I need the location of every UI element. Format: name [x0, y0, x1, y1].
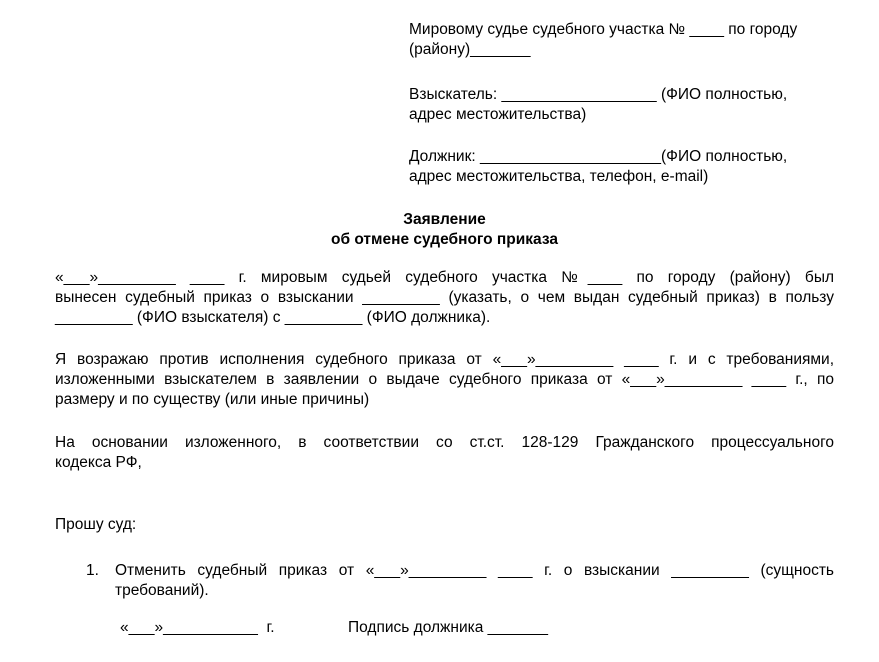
- paragraph-objection: [55, 350, 834, 410]
- title-subtitle: об отмене судебного приказа: [331, 231, 558, 248]
- debtor-line: Должник: _____________________(ФИО полностью,: [409, 148, 788, 165]
- paragraph-line: вынесен судебный приказ о взыскании _________ (указать, о чем выдан судебный приказ) в пользу: [55, 289, 834, 306]
- debtor-block: [409, 147, 839, 187]
- claimant-line: Взыскатель: __________________ (ФИО полностью,: [409, 86, 788, 103]
- request-heading: [55, 515, 834, 535]
- paragraph-line: _________ (ФИО взыскателя) с _________ (ФИО должника).: [55, 309, 491, 326]
- paragraph-line: кодекса РФ,: [55, 454, 142, 471]
- document-title: [0, 210, 879, 250]
- request-item-line: Отменить судебный приказ от «___»_________ ____ г. о взыскании _________ (сущность: [115, 562, 834, 579]
- signature-label: Подпись должника _______: [348, 619, 548, 636]
- paragraph-line: На основании изложенного, в соответствии со ст.ст. 128-129 Гражданского процессуального: [55, 434, 834, 451]
- title-line: Заявление: [403, 211, 486, 228]
- request-item-text: [115, 561, 834, 601]
- signature-date: «___»___________ г.: [120, 619, 275, 636]
- request-item-line: требований).: [115, 582, 209, 599]
- addressee-line: (району)_______: [409, 41, 531, 58]
- paragraph-court-order: [55, 268, 834, 328]
- claimant-block: [409, 85, 839, 125]
- addressee-line: Мировому судье судебного участка № ____ по городу: [409, 21, 798, 38]
- paragraph-line: «___»_________ ____ г. мировым судьей судебного участка №____ по городу (району) был: [55, 269, 834, 286]
- paragraph-line: изложенными взыскателем в заявлении о выдаче судебного приказа от «___»_________ ____ г., по: [55, 371, 834, 388]
- claimant-line: адрес местожительства): [409, 106, 587, 123]
- addressee-block: [409, 20, 839, 60]
- paragraph-line: Я возражаю против исполнения судебного приказа от «___»_________ ____ г. и с требованиями,: [55, 351, 834, 368]
- debtor-line: адрес местожительства, телефон, e-mail): [409, 168, 709, 185]
- paragraph-legal-basis: [55, 433, 834, 473]
- paragraph-line: размеру и по существу (или иные причины): [55, 391, 370, 408]
- request-item-number: 1.: [86, 562, 99, 579]
- request-heading-text: Прошу суд:: [55, 516, 137, 533]
